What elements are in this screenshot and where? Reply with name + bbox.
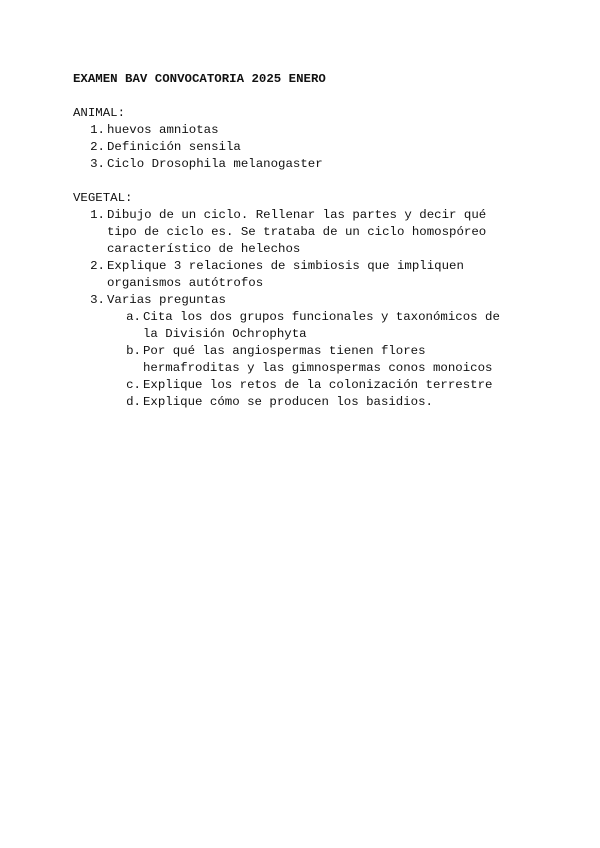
list-item <box>123 309 500 343</box>
animal-section-label: ANIMAL: <box>73 106 126 120</box>
subitem-text: Explique los retos de la colonización terrestre <box>143 378 493 392</box>
list-item <box>123 377 492 394</box>
item-number: 3. <box>90 157 105 171</box>
item-text: Definición sensila <box>107 140 241 154</box>
vegetal-section-label: VEGETAL: <box>73 191 133 205</box>
subitem-letter: d. <box>126 395 141 409</box>
list-item <box>123 343 492 377</box>
item-number: 1. <box>90 123 105 137</box>
item-number: 1. <box>90 208 105 222</box>
item-number: 2. <box>90 140 105 154</box>
list-item <box>87 156 323 173</box>
item-text: Ciclo Drosophila melanogaster <box>107 157 323 171</box>
item-number: 2. <box>90 259 105 273</box>
list-item <box>87 292 226 309</box>
subitem-letter: a. <box>126 310 141 324</box>
subitem-letter: c. <box>126 378 141 392</box>
subitem-letter: b. <box>126 344 141 358</box>
list-item <box>87 122 219 139</box>
list-item <box>87 139 241 156</box>
subitem-text: Por qué las angiospermas tienen flores hermafroditas y las gimnospermas conos monoicos <box>143 344 493 375</box>
list-item <box>87 258 464 292</box>
list-item <box>123 394 433 411</box>
item-number: 3. <box>90 293 105 307</box>
subitem-text: Cita los dos grupos funcionales y taxonómicos de la División Ochrophyta <box>143 310 500 341</box>
exam-title: EXAMEN BAV CONVOCATORIA 2025 ENERO <box>73 72 326 86</box>
item-text: Explique 3 relaciones de simbiosis que impliquen organismos autótrofos <box>107 259 464 290</box>
subitem-text: Explique cómo se producen los basidios. <box>143 395 433 409</box>
list-item <box>87 207 486 258</box>
item-text: Dibujo de un ciclo. Rellenar las partes y decir qué tipo de ciclo es. Se trataba de un ciclo homospóreo característico de helechos <box>107 208 487 256</box>
item-text: huevos amniotas <box>107 123 219 137</box>
item-text: Varias preguntas <box>107 293 226 307</box>
